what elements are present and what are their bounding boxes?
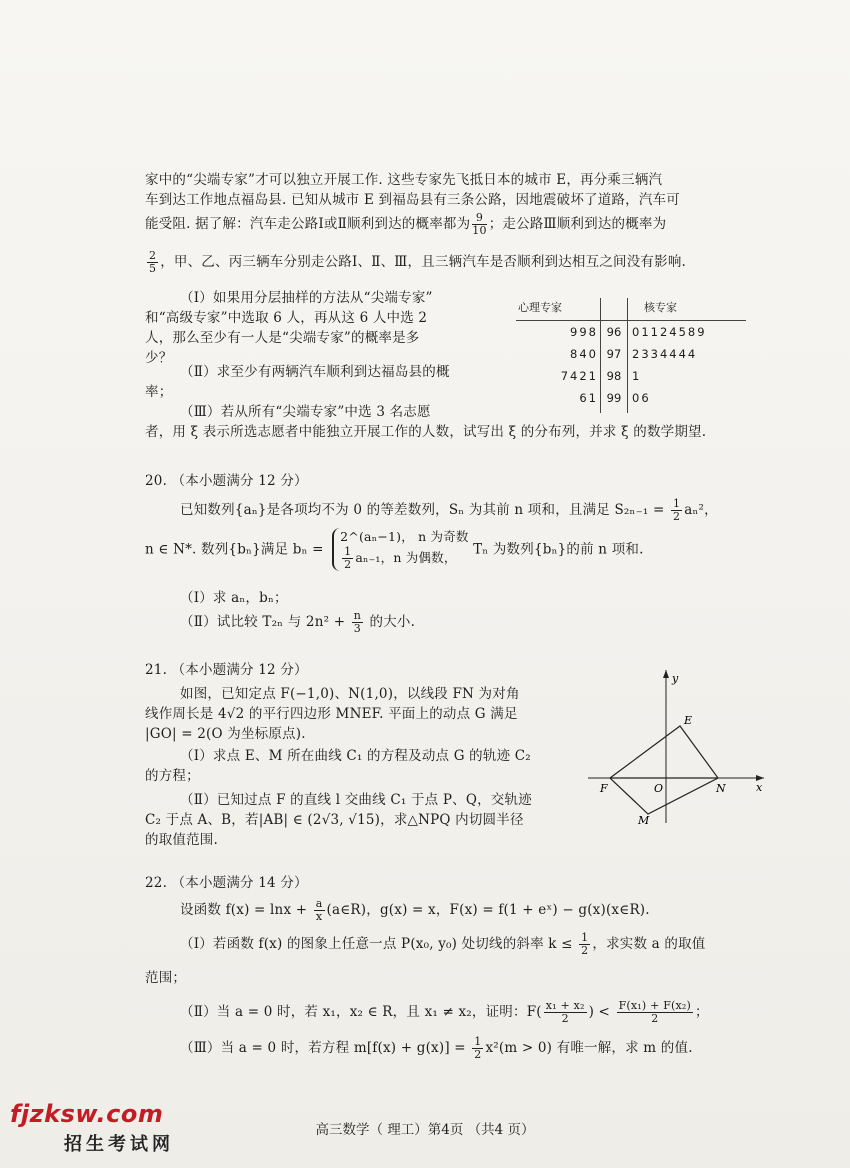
q22-part1-line-2: 范围； xyxy=(145,970,187,986)
q22-heading: 22. （本小题满分 14 分） xyxy=(145,875,308,891)
q22-part2: （Ⅱ）当 a = 0 时，若 x₁，x₂ ∈ R，且 x₁ ≠ x₂，证明：F( $\frac{\text{x₁ + x₂}}{2}$ ) < $\frac{\text{F(x₁) + F(x₂)}}{2}$ ； xyxy=(180,999,709,1025)
stem-leaf-row xyxy=(516,322,746,342)
left-leaves: 61 xyxy=(579,391,598,405)
stem-leaf-right-header: 核专家 xyxy=(644,301,677,314)
q21-part1-line-1: （Ⅰ）求点 E、M 所在曲线 C₁ 的方程及动点 G 的轨迹 C₂ xyxy=(180,748,531,764)
label-f: F xyxy=(600,782,608,795)
q21-line-2: 线作周长是 4√2 的平行四边形 MNEF. 平面上的动点 G 满足 xyxy=(145,706,518,722)
parallelogram-mnef xyxy=(610,726,718,814)
label-y: y xyxy=(672,672,679,685)
q21-part2-line-2: C₂ 于点 A、B，若|AB| ∈ (2√3, √15)，求△NPQ 内切圆半径 xyxy=(145,812,524,828)
stem-leaf-left-header: 心理专家 xyxy=(518,301,562,314)
left-leaves: 998 xyxy=(570,325,598,339)
q19-part2-line-2: 率； xyxy=(145,384,173,400)
stem-leaf-row xyxy=(516,344,746,364)
q21-part2-line-1: （Ⅱ）已知过点 F 的直线 l 交曲线 C₁ 于点 P、Q，交轨迹 xyxy=(180,792,532,808)
stem-value: 98 xyxy=(606,369,622,383)
y-axis-arrow xyxy=(663,670,669,678)
q21-heading: 21. （本小题满分 12 分） xyxy=(145,662,308,678)
stem-leaf-row xyxy=(516,366,746,386)
q19-part2-line-1: （Ⅱ）求至少有两辆汽车顺利到达福岛县的概 xyxy=(180,364,450,380)
right-leaves: 1 xyxy=(632,369,642,383)
page-footer: 高三数学（ 理工）第4页 （共4 页） xyxy=(315,1122,535,1138)
geometry-figure xyxy=(588,668,768,828)
q19-part3-line-1: （Ⅲ）若从所有“尖端专家”中选 3 名志愿 xyxy=(180,404,431,420)
q20-part1: （Ⅰ）求 aₙ，bₙ； xyxy=(180,590,288,606)
q20-part2: （Ⅱ）试比较 T₂ₙ 与 2n² + $\frac{n}{3}$ 的大小. xyxy=(180,609,416,635)
q20-line-1: 已知数列{aₙ}是各项均不为 0 的等差数列，Sₙ 为其前 n 项和，且满足 S₂ₙ₋₁ = $\frac{1}{2}$ aₙ²， xyxy=(180,497,718,523)
q19-part1-line-3: 人，那么至少有一人是“尖端专家”的概率是多 xyxy=(145,330,420,346)
q19-line-3: 能受阻. 据了解：汽车走公路Ⅰ或Ⅱ顺利到达的概率都为 $\frac{9}{10}$ ；走公路Ⅲ顺利到达的概率为 xyxy=(145,211,667,237)
right-leaves: 01124589 xyxy=(632,325,707,339)
label-m: M xyxy=(638,814,650,827)
q21-part1-line-2: 的方程； xyxy=(145,768,200,784)
q21-line-3: |GO| = 2(O 为坐标原点). xyxy=(145,726,306,742)
stem-value: 97 xyxy=(606,347,622,361)
q19-line-1: 家中的“尖端专家”才可以独立开展工作. 这些专家先飞抵日本的城市 E，再分乘三辆汽 xyxy=(145,172,663,188)
stem-value: 99 xyxy=(606,391,622,405)
label-x: x xyxy=(756,781,763,794)
logo-brand: fjzksw.com xyxy=(10,1100,164,1128)
logo-subtitle: 招生考试网 xyxy=(64,1134,174,1155)
right-leaves: 2334444 xyxy=(632,347,698,361)
q22-part1-line-1: （Ⅰ）若函数 f(x) 的图象上任意一点 P(x₀, y₀) 处切线的斜率 k ≤ $\frac{1}{2}$ ，求实数 a 的取值 xyxy=(180,931,706,957)
q19-part1-line-2: 和“高级专家”中选取 6 人，再从这 6 人中选 2 xyxy=(145,310,428,326)
q20-heading: 20. （本小题满分 12 分） xyxy=(145,473,308,489)
piecewise-definition: 2^(aₙ−1)， n 为奇数 $\frac{1}{2}$ aₙ₋₁，n 为偶数， xyxy=(332,528,468,571)
label-n: N xyxy=(716,782,726,795)
q22-part3: （Ⅲ）当 a = 0 时，若方程 m[f(x) + g(x)] = $\frac{1}{2}$ x²(m > 0) 有唯一解，求 m 的值. xyxy=(180,1035,693,1061)
q19-line-4: $\frac{2}{5}$ ，甲、乙、丙三辆车分别走公路Ⅰ、Ⅱ、Ⅲ，且三辆汽车是否顺利到达相互之间没有影响. xyxy=(149,249,687,275)
watermark-logo xyxy=(10,1100,174,1156)
q20-line-2: n ∈ N*. 数列{bₙ}满足 bₙ = 2^(aₙ−1)， n 为奇数 $\frac{1}{2}$ aₙ₋₁，n 为偶数， Tₙ 为数列{bₙ}的前 n 项和. xyxy=(145,529,644,571)
left-leaves: 7421 xyxy=(560,369,598,383)
q22-line-1: 设函数 f(x) = lnx + $\frac{a}{x}$ (a∈R)，g(x) = x，F(x) = f(1 + eˣ) − g(x)(x∈R). xyxy=(180,897,650,923)
stem-leaf-row xyxy=(516,388,746,408)
q19-part1-line-4: 少？ xyxy=(145,350,173,366)
q19-part1-line-1: （Ⅰ）如果用分层抽样的方法从“尖端专家” xyxy=(180,290,433,306)
q19-line-2: 车到达工作地点福岛县. 已知从城市 E 到福岛县有三条公路，因地震破坏了道路，汽车可 xyxy=(145,192,680,208)
q21-line-1: 如图，已知定点 F(−1,0)、N(1,0)，以线段 FN 为对角 xyxy=(180,686,520,702)
label-e: E xyxy=(684,714,693,727)
stem-value: 96 xyxy=(606,325,622,339)
label-o: O xyxy=(654,782,664,795)
q19-part3-line-2: 者，用 ξ 表示所选志愿者中能独立开展工作的人数，试写出 ξ 的分布列，并求 ξ 的数学期望. xyxy=(145,424,707,440)
right-leaves: 06 xyxy=(632,391,651,405)
left-leaves: 840 xyxy=(570,347,598,361)
q21-part2-line-3: 的取值范围. xyxy=(145,832,218,848)
